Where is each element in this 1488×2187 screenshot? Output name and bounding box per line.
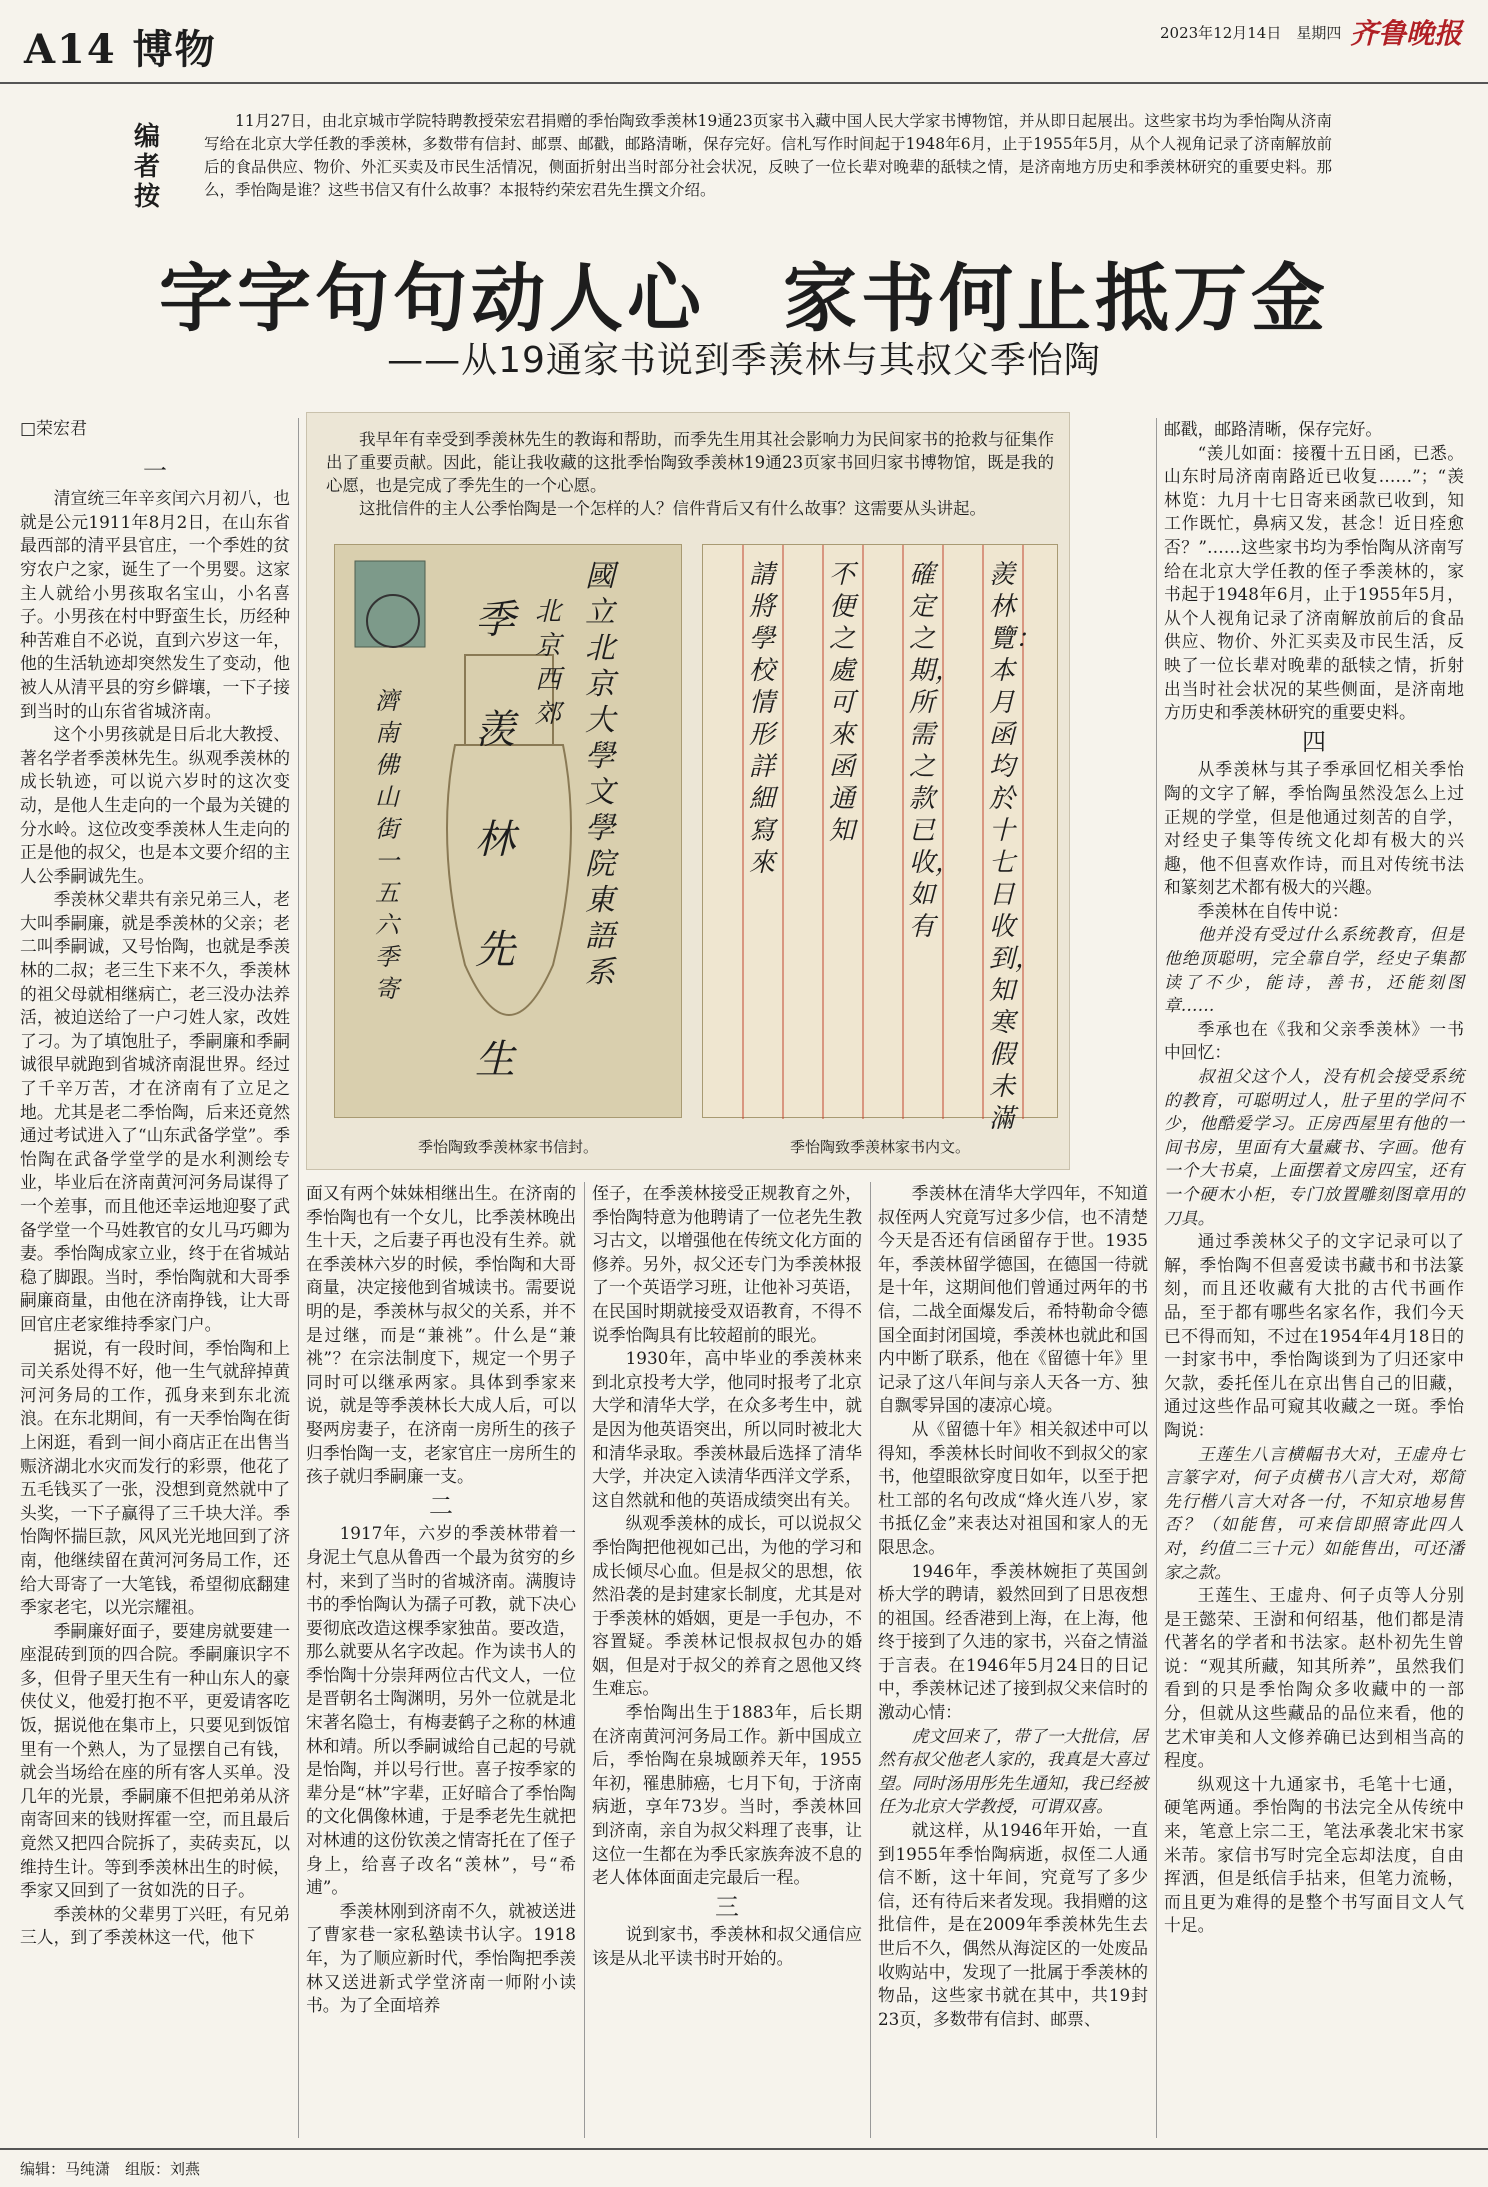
byline: □荣宏君 bbox=[20, 419, 88, 439]
editor-note-label: 编者按 bbox=[133, 122, 160, 212]
paragraph: 就这样，从1946年开始，一直到1955年季怡陶病逝，叔侄二人通信不断，这十年间，究竟写了多少信，还有待后来者发现。我捐赠的这批信件，是在2009年季羡林先生去世后不久，偶然从海淀区的一处废品收购站中，发现了一批属于季羡林的物品，这些家书就在其中，共19封23页，多数带有信封、邮票、 bbox=[878, 1820, 1148, 2029]
paragraph: 季嗣廉好面子，要建房就要建一座混砖到顶的四合院。季嗣廉识字不多，但骨子里天生有一种山东人的豪侠仗义，他爱打抱不平，更爱请客吃饭，据说他在集市上，只要见到饭馆里有一个熟人，为了显摆自己有钱，就会当场给在座的所有客人买单。没几年的光景，季嗣廉不但把弟弟从济南寄回来的钱财挥霍一空，而且最后竟然又把四合院拆了，卖砖卖瓦，以维持生计。等到季羡林出生的时候，季家又回到了一贫如洗的日子。 bbox=[20, 1620, 290, 1901]
column-3 bbox=[592, 1182, 862, 2138]
section-number-4: 四 bbox=[1302, 727, 1326, 756]
paragraph: 季羡林在自传中说： bbox=[1197, 900, 1349, 921]
envelope-address-2: 北京西郊 bbox=[535, 597, 562, 729]
paragraph: 季羡林的父辈男丁兴旺，有兄弟三人，到了季羡林这一代，他下 bbox=[20, 1903, 290, 1948]
paragraph: 据说，有一段时间，季怡陶和上司关系处得不好，他一生气就辞掉黄河河务局的工作，孤身来到东北流浪。在东北期间，有一天季怡陶在街上闲逛，看到一间小商店正在出售当赈济湖北水灾而发行的彩票，他花了五毛钱买了一张，没想到竟然就中了头奖，一下子赢得了三千块大洋。季怡陶怀揣巨款，风风光光地回到了济南，他继续留在黄河河务局工作，还给大哥寄了一大笔钱，希望彻底翻建季家老宅，以光宗耀祖。 bbox=[20, 1337, 290, 1618]
intro-box bbox=[326, 428, 1054, 520]
paragraph: 季羡林在清华大学四年，不知道叔侄两人究竟写过多少信，也不清楚今天是否还有信函留存于世。1935年，季羡林留学德国，在德国一待就是十年，这期间他们曾通过两年的书信，二战全面爆发后，希特勒命令德国全面封闭国境，季羡林也就此和国内中断了联系，他在《留德十年》里记录了这八年间与亲人天各一方、独自飘零异国的凄凉心境。 bbox=[878, 1183, 1148, 1416]
page-section-label: A14 博物 bbox=[24, 26, 217, 73]
paragraph: 季羡林父辈共有亲兄弟三人，老大叫季嗣廉，就是季羡林的父亲；老二叫季嗣诚，又号怡陶，也就是季羡林的二叔；老三生下来不久，季羡林的祖父母就相继病亡，老三没办法养活，被迫送给了一户刁姓人家，改姓了刁。为了填饱肚子，季嗣廉和季嗣诚很早就跑到省城济南混世界。经过了千辛万苦，才在济南有了立足之地。尤其是老二季怡陶，后来还竟然通过考试进入了“山东武备学堂”。季怡陶在武备学堂学的是水利测绘专业，毕业后在济南黄河河务局谋得了一个差事，而且他还幸运地迎娶了武备学堂一个马姓教官的女儿马巧卿为妻。季怡陶成家立业，终于在省城站稳了脚跟。当时，季怡陶就和大哥季嗣廉商量，由他在济南挣钱，让大哥回官庄老家维持季家门户。 bbox=[20, 889, 290, 1334]
quoted-diary: 虎文回来了，带了一大批信，居然有叔父他老人家的，我真是大喜过望。同时汤用彤先生通知，我已经被任为北京大学教授，可谓双喜。 bbox=[878, 1725, 1148, 1817]
paragraph: 季羡林刚到济南不久，就被送进了曹家巷一家私塾读书认字。1918年，为了顺应新时代，季怡陶把季羡林又送进新式学堂济南一师附小读书。为了全面培养 bbox=[306, 1900, 576, 2016]
envelope-address-1: 國立北京大學文學院東語系 bbox=[585, 559, 615, 990]
paragraph: “羡儿如面：接覆十五日函，已悉。山东时局济南南路近已收复……”；“羡林览：九月十七日寄来函款已收到，知工作既忙，鼻病又发，甚念！近日痊愈否？”……这些家书均为季怡陶从济南写给在北京大学任教的侄子季羡林的，家书起于1948年6月，止于1955年5月，从个人视角记录了济南解放前后的食品供应、物价、外汇买卖及市民生活，反映了一位长辈对晚辈的舐犊之情，折射出当时社会状况的某些侧面，是济南地方历史和季羡林研究的重要史料。 bbox=[1164, 442, 1464, 723]
intro-paragraph: 我早年有幸受到季羡林先生的教诲和帮助，而季先生用其社会影响力为民间家书的抢救与征集作出了重要贡献。因此，能让我收藏的这批季怡陶致季羡林19通23页家书回归家书博物馆，既是我的心愿，也是完成了季先生的一个心愿。 bbox=[326, 430, 1054, 495]
paragraph: 这个小男孩就是日后北大教授、著名学者季羡林先生。纵观季羡林的成长轨迹，可以说六岁时的这次变动，是他人生走向的一个最为关键的分水岭。这位改变季羡林人生走向的正是他的叔父，也是本文要介绍的主人公季嗣诚先生。 bbox=[20, 724, 290, 886]
paragraph: 清宣统三年辛亥闰六月初八，也就是公元1911年8月2日，在山东省最西部的清平县官庄，一个季姓的贫穷农户之家，诞生了一个男婴。这家主人就给小男孩取名宝山，小名喜子。小男孩在村中野蛮生长，历经种种苦难自不必说，直到六岁这一年，他的生活轨迹却突然发生了变动，他被人从清平县的穷乡僻壤，一下子接到当时的山东省省城济南。 bbox=[20, 488, 290, 721]
paragraph: 面又有两个妹妹相继出生。在济南的季怡陶也有一个女儿，比季羡林晚出生十天，之后妻子再也没有生养。就在季羡林六岁的时候，季怡陶和大哥商量，决定接他到省城读书。需要说明的是，季羡林与叔父的关系，并不是过继，而是“兼祧”。什么是“兼祧”？在宗法制度下，规定一个男子同时可以继承两家。具体到季家来说，就是等季羡林长大成人后，可以娶两房妻子，在济南一房所生的孩子归季怡陶一支，老家官庄一房所生的孩子就归季嗣廉一支。 bbox=[306, 1183, 576, 1487]
newspaper-logo: 齐鲁晚报 bbox=[1350, 17, 1463, 50]
paragraph: 王莲生、王虚舟、何子贞等人分别是王懿荣、王澍和何绍基，他们都是清代著名的学者和书法家。赵朴初先生曾说：“观其所藏，知其所养”，虽然我们看到的只是季怡陶众多收藏中的一部分，但就从这些藏品的品位来看，他的艺术审美和人文修养确已达到相当高的程度。 bbox=[1164, 1585, 1464, 1771]
paragraph: 1930年，高中毕业的季羡林来到北京投考大学，他同时报考了北京大学和清华大学，在众多考生中，就是因为他英语突出，所以同时被北大和清华录取。季羡林最后选择了清华大学，并决定入读清华西洋文学系，这自然就和他的英语成绩突出有关。 bbox=[592, 1348, 862, 1510]
quote: 王莲生八言横幅书大对，王虚舟七言篆字对，何子贞横书八言大对，郑简先行楷八言大对各一付，不知京地易售否？（如能售，可来信即照寄此四人对，约值二三十元）如能售出，可还潘家之款。 bbox=[1164, 1443, 1464, 1582]
paragraph: 纵观季羡林的成长，可以说叔父季怡陶把他视如己出，为他的学习和成长倾尽心血。但是叔父的思想，依然沿袭的是封建家长制度，尤其是对于季羡林的婚姻，更是一手包办，不容置疑。季羡林记恨叔叔包办的婚姻，但是对于叔父的养育之恩他又终生难忘。 bbox=[592, 1513, 862, 1699]
paragraph: 1946年，季羡林婉拒了英国剑桥大学的聘请，毅然回到了日思夜想的祖国。经香港到上海，在上海，他终于接到了久违的家书，兴奋之情溢于言表。在1946年5月24日的日记中，季羡林记述了接到叔父来信时的激动心情： bbox=[878, 1560, 1148, 1723]
envelope-sender: 濟南佛山街一五六季寄 bbox=[375, 687, 399, 1003]
paragraph: 侄子，在季羡林接受正规教育之外，季怡陶特意为他聘请了一位老先生教习古文，以增强他在传统文化方面的修养。另外，叔父还专门为季羡林报了一个英语学习班，让他补习英语，在民国时期就接受双语教育，不得不说季怡陶具有比较超前的眼光。 bbox=[592, 1183, 862, 1345]
paragraph: 说到家书，季羡林和叔父通信应该是从北平读书时开始的。 bbox=[592, 1924, 862, 1968]
paragraph: 季怡陶出生于1883年，后长期在济南黄河河务局工作。新中国成立后，季怡陶在泉城颐养天年，1955年初，罹患肺癌，七月下旬，于济南病逝，享年73岁。当时，季羡林回到济南，亲自为叔父料理了丧事，让这位一生都在为季氏家族奔波不息的老人体体面面走完最后一程。 bbox=[592, 1702, 862, 1888]
envelope-caption: 季怡陶致季羡林家书信封。 bbox=[417, 1138, 598, 1156]
letter-line-4: 請將學校情形詳細寫來 bbox=[749, 560, 776, 878]
paragraph: 通过季羡林父子的文字记录可以了解，季怡陶不但喜爱读书藏书和书法篆刻，而且还收藏有大批的古代书画作品，至于都有哪些名家名作，我们今天已不得而知，不过在1954年4月18日的一封家书中，季怡陶谈到为了归还家中欠款，委托侄儿在京出售自己的旧藏，通过这些作品可窥其收藏之一斑。季怡陶说： bbox=[1164, 1231, 1464, 1440]
letter-line-3: 不便之處可來函通知 bbox=[829, 560, 856, 846]
column-5 bbox=[1164, 418, 1464, 2138]
envelope-photo bbox=[334, 544, 682, 1118]
column-1 bbox=[20, 418, 290, 2138]
paragraph: 季承也在《我和父亲季羡林》一书中回忆： bbox=[1164, 1018, 1464, 1063]
quote: 叔祖父这个人，没有机会接受系统的教育，可聪明过人，肚子里的学问不少，他酷爱学习。正房西屋里有他的一间书房，里面有大量藏书、字画。他有一个大书桌，上面摆着文房四宝，还有一个硬木小柜，专门放置雕刻图章用的刀具。 bbox=[1164, 1066, 1464, 1228]
column-divider bbox=[298, 418, 299, 2138]
section-number-2: 二 bbox=[429, 1491, 453, 1520]
paragraph: 1917年，六岁的季羡林带着一身泥土气息从鲁西一个最为贫穷的乡村，来到了当时的省城济南。满腹诗书的季怡陶认为孺子可教，就下决心要彻底改造这棵季家独苗。要改造，那么就要从名字改起。作为读书人的季怡陶十分崇拜两位古代文人，一位是晋朝名士陶渊明，另外一位就是北宋著名隐士，有梅妻鹤子之称的林逋林和靖。所以季嗣诚给自己起的号就是怡陶，并以号行世。喜子按季家的辈分是“林”字辈，正好暗合了季怡陶的文化偶像林逋，于是季老先生就把对林逋的这份钦羡之情寄托在了侄子身上，给喜子改名“羡林”，号“希逋”。 bbox=[306, 1523, 576, 1898]
footer-credits: 编辑：马纯潇 组版：刘燕 bbox=[0, 2148, 1488, 2187]
headline: 字字句句动人心 家书何止抵万金 bbox=[159, 256, 1329, 342]
editor-note: 11月27日，由北京城市学院特聘教授荣宏君捐赠的季怡陶致季羡林19通23页家书入藏中国人民大学家书博物馆，并从即日起展出。这些家书均为季怡陶从济南写给在北京大学任教的季羡林，多数带有信封、邮票、邮戳，邮路清晰，保存完好。信札写作时间起于1948年6月，止于1955年5月，从个人视角记录了济南解放前后的食品供应、物价、外汇买卖及市民生活情况，侧面折射出当时部分社会状况，反映了一位长辈对晚辈的舐犊之情，是济南地方历史和季羡林研究的重要史料。那么，季怡陶是谁？这些书信又有什么故事？本报特约荣宏君先生撰文介绍。 bbox=[204, 112, 1332, 199]
issue-date: 2023年12月14日 星期四 bbox=[1160, 24, 1342, 42]
paragraph: 邮戳，邮路清晰，保存完好。 bbox=[1164, 419, 1383, 439]
letter-line-2: 確定之期，所需之款已收，如有 bbox=[909, 560, 962, 942]
letter-photo bbox=[702, 544, 1058, 1134]
quote: 他并没有受过什么系统教育，但是他绝顶聪明，完全靠自学，经史子集都读了不少，能诗，善书，还能刻图章…… bbox=[1164, 924, 1464, 1016]
letter-caption: 季怡陶致季羡林家书内文。 bbox=[789, 1138, 970, 1156]
paragraph: 从季羡林与其子季承回忆相关季怡陶的文字了解，季怡陶虽然没怎么上过正规的学堂，但是他通过刻苦的自学，对经史子集等传统文化却有极大的兴趣，他不但喜欢作诗，而且对传统书法和篆刻艺术都有极大的兴趣。 bbox=[1164, 759, 1464, 898]
envelope-recipient: 季羡林先生 bbox=[475, 597, 515, 1083]
column-4 bbox=[878, 1182, 1148, 2138]
subheadline: ——从19通家书说到季羡林与其叔父季怡陶 bbox=[387, 340, 1101, 381]
column-2 bbox=[306, 1182, 576, 2138]
intro-paragraph: 这批信件的主人公季怡陶是一个怎样的人？信件背后又有什么故事？这需要从头讲起。 bbox=[359, 499, 986, 518]
paragraph: 从《留德十年》相关叙述中可以得知，季羡林长时间收不到叔父的家书，他望眼欲穿度日如年，以至于把杜工部的名句改成“烽火连八岁，家书抵亿金”来表达对祖国和家人的无限思念。 bbox=[878, 1418, 1148, 1557]
paragraph: 纵观这十九通家书，毛笔十七通，硬笔两通。季怡陶的书法完全从传统中来，笔意上宗二王，笔法承袭北宋书家米芾。家信书写时完全忘却法度，自由挥洒，但是纸信手拈来，但笔力流畅，而且更为难得的是整个书写面目文人气十足。 bbox=[1164, 1773, 1464, 1936]
section-number-1: 一 bbox=[143, 456, 167, 485]
section-number-3: 三 bbox=[715, 1892, 739, 1921]
letter-line-1: 羨林覽：本月函均於十七日收到，知寒假未滿 bbox=[989, 560, 1042, 1134]
